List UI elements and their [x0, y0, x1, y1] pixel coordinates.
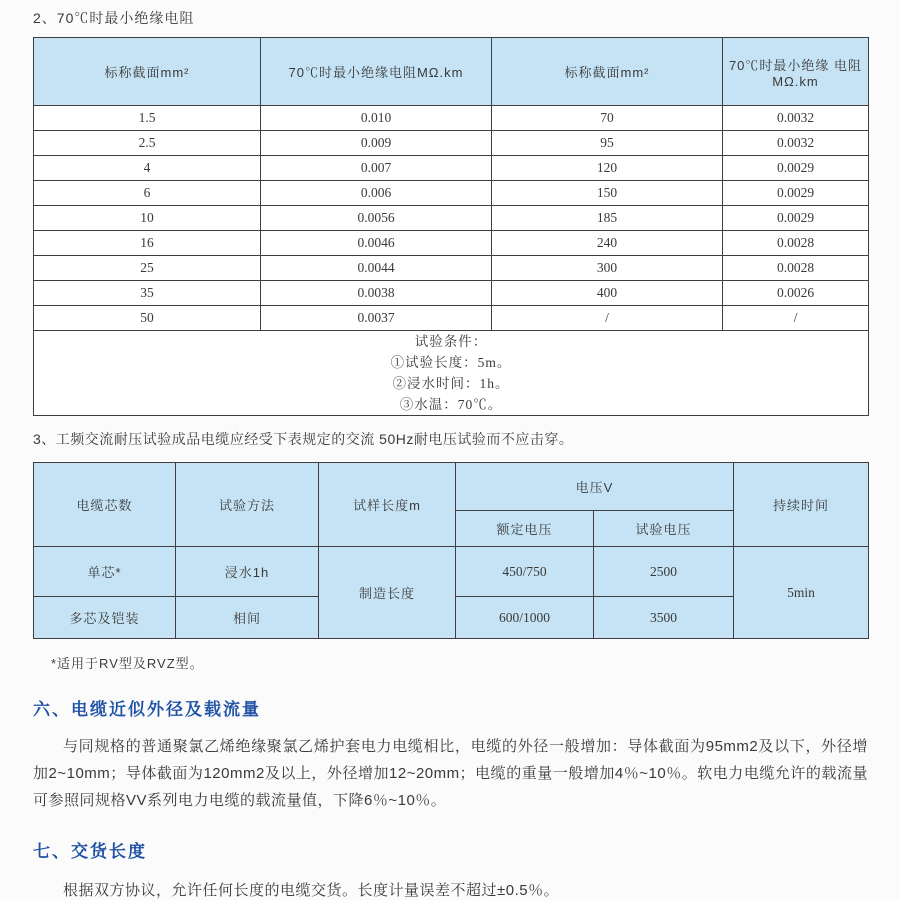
table-cell: 0.0028 [723, 231, 869, 256]
table-cell: 16 [34, 231, 261, 256]
table-cell: 185 [492, 206, 723, 231]
table-row [34, 306, 869, 331]
section6-paragraph: 与同规格的普通聚氯乙烯绝缘聚氯乙烯护套电力电缆相比，电缆的外径一般增加：导体截面为95mm2及以下，外径增加2~10mm；导体截面为120mm2及以上，外径增加12~20mm；电缆的重量一般增加4％~10％。软电力电缆允许的载流量可参照同规格VV系列电力电缆的载流量值，下降6％~10％。 [33, 738, 868, 809]
table-row [34, 156, 869, 181]
notes-line: ③水温：70℃。 [399, 397, 503, 412]
table-cell: 0.0038 [261, 281, 492, 306]
section3-text: 3、工频交流耐压试验成品电缆应经受下表规定的交流 50Hz耐电压试验而不应击穿。 [33, 431, 574, 447]
cell-test: 3500 [594, 597, 734, 639]
table-cell: 0.0032 [723, 131, 869, 156]
cell-rated: 600/1000 [456, 597, 594, 639]
table-cell: 0.009 [261, 131, 492, 156]
table-footnote: *适用于RV型及RVZ型。 [51, 656, 204, 671]
resistance-table-header [34, 38, 869, 106]
table-cell: 0.006 [261, 181, 492, 206]
table-cell: 0.0032 [723, 106, 869, 131]
cell-test: 2500 [594, 547, 734, 597]
table-cell: / [723, 306, 869, 331]
table-row [34, 131, 869, 156]
table-row [34, 181, 869, 206]
table-row [34, 281, 869, 306]
table-header-row [34, 38, 869, 106]
table-row [34, 231, 869, 256]
header-voltage-group: 电压V [456, 463, 734, 511]
table-cell: 6 [34, 181, 261, 206]
column-header: 标称截面mm² [492, 38, 723, 106]
table-row-single-core [34, 547, 869, 597]
table-cell: 35 [34, 281, 261, 306]
section7-paragraph: 根据双方协议，允许任何长度的电缆交货。长度计量误差不超过±0.5％。 [63, 882, 560, 899]
table-cell: 0.0029 [723, 206, 869, 231]
header-cores: 电缆芯数 [34, 463, 176, 547]
cell-rated: 450/750 [456, 547, 594, 597]
resistance-table-body [34, 106, 869, 416]
cell-length: 制造长度 [319, 547, 456, 639]
notes-line: ①试验长度：5m。 [390, 355, 512, 370]
table-cell: 0.0029 [723, 181, 869, 206]
table-cell: 0.0029 [723, 156, 869, 181]
table-cell: 50 [34, 306, 261, 331]
table-cell: / [492, 306, 723, 331]
table-cell: 70 [492, 106, 723, 131]
column-header: 70℃时最小绝缘电阻MΩ.km [261, 38, 492, 106]
table-cell: 0.0028 [723, 256, 869, 281]
table-cell: 400 [492, 281, 723, 306]
table-cell: 0.0037 [261, 306, 492, 331]
table-cell: 240 [492, 231, 723, 256]
table-cell: 0.0044 [261, 256, 492, 281]
cell-method: 相间 [176, 597, 319, 639]
cell-cores: 多芯及铠装 [34, 597, 176, 639]
table-cell: 0.0026 [723, 281, 869, 306]
table-cell: 0.0056 [261, 206, 492, 231]
voltage-test-table [33, 462, 869, 639]
cell-cores: 单芯* [34, 547, 176, 597]
test-conditions-notes [34, 331, 869, 416]
table-cell: 2.5 [34, 131, 261, 156]
notes-line: ②浸水时间：1h。 [392, 376, 510, 391]
table-cell: 300 [492, 256, 723, 281]
header-test-voltage: 试验电压 [594, 511, 734, 547]
table-cell: 1.5 [34, 106, 261, 131]
header-method: 试验方法 [176, 463, 319, 547]
table-cell: 4 [34, 156, 261, 181]
table-row [34, 106, 869, 131]
header-sample-length: 试样长度m [319, 463, 456, 547]
header-rated-voltage: 额定电压 [456, 511, 594, 547]
table-cell: 10 [34, 206, 261, 231]
table-cell: 0.007 [261, 156, 492, 181]
table-notes-row [34, 331, 869, 416]
table-cell: 0.0046 [261, 231, 492, 256]
column-header: 标称截面mm² [34, 38, 261, 106]
table-cell: 25 [34, 256, 261, 281]
table-cell: 0.010 [261, 106, 492, 131]
cell-method: 浸水1h [176, 547, 319, 597]
table-cell: 95 [492, 131, 723, 156]
section6-title: 六、电缆近似外径及载流量 [33, 700, 261, 719]
header-duration: 持续时间 [734, 463, 869, 547]
section7-title: 七、交货长度 [33, 842, 147, 861]
table-row [34, 206, 869, 231]
section2-title: 2、70℃时最小绝缘电阻 [33, 10, 195, 26]
table-cell: 150 [492, 181, 723, 206]
table-header-row [34, 463, 869, 511]
cell-duration: 5min [734, 547, 869, 639]
notes-line: 试验条件： [414, 334, 488, 349]
column-header: 70℃时最小绝缘 电阻MΩ.km [723, 38, 869, 106]
table-row [34, 256, 869, 281]
table-cell: 120 [492, 156, 723, 181]
resistance-table [33, 37, 869, 416]
